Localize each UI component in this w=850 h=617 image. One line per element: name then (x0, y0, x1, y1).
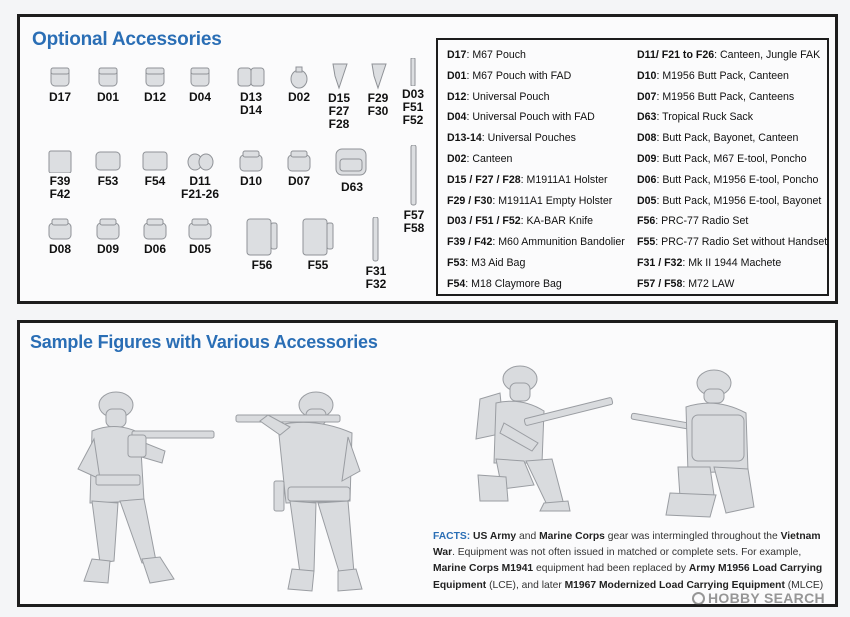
legend-code: D03 / F51 / F52 (447, 215, 521, 228)
legend-description: : Universal Pouch (466, 90, 550, 103)
accessory-item (275, 149, 323, 188)
pouch-icon (94, 65, 122, 89)
butt-pack-icon (141, 217, 169, 241)
legend-description: : Canteen, Jungle FAK (714, 49, 821, 61)
double-pouch-icon (237, 65, 265, 89)
accessory-code: D08 (48, 242, 71, 256)
legend-code: F39 / F42 (447, 236, 493, 249)
butt-pack-icon (46, 217, 74, 241)
facts-m1941: Marine Corps M1941 (433, 563, 534, 575)
legend-row (447, 232, 625, 253)
legend-code: D04 (447, 111, 467, 124)
legend-description: : M67 Pouch with FAD (466, 69, 572, 82)
legend-description: : M3 Aid Bag (465, 256, 526, 269)
figure-standing-aiming-front (70, 391, 220, 597)
legend-code: D10 (637, 69, 657, 82)
facts-m1967-mlce: M1967 Modernized Load Carrying Equipment (564, 579, 785, 591)
accessory-code: F55 (307, 258, 329, 272)
legend-row (447, 149, 625, 170)
facts-text: equipment had been replaced by (533, 563, 689, 575)
accessory-code: D05 (188, 242, 211, 256)
legend-code: D05 (637, 194, 657, 207)
figure-kneeling-back (630, 367, 780, 523)
legend-code: D07 (637, 90, 657, 103)
facts-vietnam-war: Vietnam War (433, 531, 821, 559)
accessory-item (227, 149, 275, 188)
legend-code: F53 (447, 256, 466, 269)
accessory-item (176, 65, 224, 104)
claymore-bag-icon (141, 149, 169, 173)
legend-code: F55 (637, 236, 656, 249)
accessory-code: F57 F58 (403, 208, 425, 235)
legend-row (637, 191, 827, 212)
legend-description: : M1911A1 Holster (520, 173, 608, 186)
butt-pack-icon (237, 149, 265, 173)
pouch-icon (186, 65, 214, 89)
legend-code: F31 / F32 (637, 256, 683, 269)
pouch-icon (46, 65, 74, 89)
sample-figures-panel (17, 320, 838, 607)
legend-code: F56 (637, 215, 656, 228)
legend-description: : M67 Pouch (466, 49, 526, 61)
legend-description: : Butt Pack, M1956 E-tool, Bayonet (656, 194, 822, 207)
legend-row (447, 87, 625, 108)
legend-code: D63 (637, 111, 657, 124)
accessory-code: D01 (96, 90, 119, 104)
legend-description: : Tropical Ruck Sack (656, 111, 753, 124)
legend-code: F54 (447, 277, 466, 290)
accessory-legend (436, 38, 829, 296)
accessory-code: D11 F21-26 (180, 174, 220, 201)
knife-icon (399, 58, 427, 86)
accessory-code: D17 (48, 90, 71, 104)
bandolier-icon (46, 149, 74, 173)
legend-description: : M1956 Butt Pack, Canteen (656, 69, 789, 82)
accessory-code: D15 F27 F28 (327, 91, 350, 131)
legend-description: : Universal Pouches (481, 132, 576, 145)
facts-marine-corps: Marine Corps (539, 531, 605, 542)
facts-text: gear was intermingled throughout the (604, 531, 781, 542)
accessory-item (227, 65, 275, 117)
canteen-set-icon (186, 149, 214, 173)
legend-code: D15 / F27 / F28 (447, 173, 521, 186)
legend-description: : M72 LAW (682, 277, 735, 290)
legend-code: D01 (447, 69, 467, 82)
legend-row (637, 211, 827, 232)
figure-standing-aiming-back (230, 391, 380, 597)
accessory-code: D07 (287, 174, 310, 188)
legend-description: : M60 Ammunition Bandolier (492, 236, 625, 249)
legend-column-right (637, 45, 827, 295)
legend-code: D13-14 (447, 132, 482, 145)
facts-text: and (516, 531, 540, 542)
accessory-item (131, 217, 179, 256)
accessory-code: D03 F51 F52 (401, 87, 424, 127)
accessory-code: D09 (96, 242, 119, 256)
accessory-item (131, 65, 179, 104)
legend-description: : KA-BAR Knife (520, 215, 594, 228)
accessory-code: F53 (97, 174, 119, 188)
facts-m1956-lce: Army M1956 Load Carrying Equipment (433, 563, 823, 591)
accessory-item (36, 217, 84, 256)
accessory-item (84, 217, 132, 256)
legend-code: D08 (637, 132, 657, 145)
accessory-item (84, 65, 132, 104)
legend-description: : Butt Pack, M67 E-tool, Poncho (656, 152, 807, 165)
legend-code: F57 / F58 (637, 277, 683, 290)
watermark-text: HOBBY SEARCH (708, 590, 825, 606)
radio-icon (300, 217, 336, 257)
machete-icon (361, 217, 391, 263)
legend-row (637, 128, 827, 149)
legend-description: : M1956 Butt Pack, Canteens (656, 90, 795, 103)
legend-code: F29 / F30 (447, 194, 493, 207)
legend-description: : Mk II 1944 Machete (682, 256, 782, 269)
legend-description: : Butt Pack, M1956 E-tool, Poncho (656, 173, 819, 186)
legend-row (637, 253, 827, 274)
legend-code: D09 (637, 152, 657, 165)
accessory-code: F54 (144, 174, 166, 188)
accessory-item (131, 149, 179, 188)
facts-paragraph (433, 529, 833, 594)
figure-kneeling-front (460, 363, 620, 513)
legend-row (637, 170, 827, 191)
accessory-code: F39 F42 (49, 174, 71, 201)
sample-figures-heading: Sample Figures with Various Accessories (30, 332, 378, 352)
facts-text: . Equipment was not often issued in matched or complete sets. For example, (452, 547, 802, 559)
facts-text: (MLCE) (784, 579, 824, 591)
legend-code: D12 (447, 90, 467, 103)
facts-label: FACTS: (433, 531, 471, 542)
holster-icon (364, 62, 392, 90)
accessory-item (84, 149, 132, 188)
accessory-item (328, 145, 376, 194)
legend-description: : Universal Pouch with FAD (466, 111, 595, 124)
legend-row (637, 232, 827, 253)
hobby-search-watermark (692, 590, 825, 606)
accessory-code: D13 D14 (239, 90, 262, 117)
legend-row (447, 170, 625, 191)
legend-row (637, 66, 827, 87)
legend-row (447, 191, 625, 212)
legend-row (637, 274, 827, 295)
accessory-item (36, 149, 84, 201)
legend-description: : PRC-77 Radio Set without Handset (655, 236, 828, 249)
accessory-code: D06 (143, 242, 166, 256)
legend-description: : Butt Pack, Bayonet, Canteen (656, 132, 799, 145)
holster-icon (325, 62, 353, 90)
accessory-item (389, 58, 437, 127)
radio-icon (244, 217, 280, 257)
logo-icon (692, 592, 705, 605)
accessory-code: F56 (251, 258, 273, 272)
legend-description: : M18 Claymore Bag (465, 277, 562, 290)
accessory-code: D12 (143, 90, 166, 104)
ruck-sack-icon (334, 145, 370, 179)
legend-row (447, 66, 625, 87)
accessory-code: D63 (340, 180, 363, 194)
legend-row (447, 253, 625, 274)
optional-accessories-heading: Optional Accessories (32, 29, 222, 50)
accessory-item (238, 217, 286, 272)
accessory-code: F29 F30 (367, 91, 389, 118)
accessory-code: D10 (239, 174, 262, 188)
accessory-item (294, 217, 342, 272)
legend-code: D02 (447, 152, 467, 165)
accessory-code: D02 (287, 90, 310, 104)
canteen-icon (285, 65, 313, 89)
legend-row (637, 149, 827, 170)
accessory-item (176, 149, 224, 201)
butt-pack-icon (94, 217, 122, 241)
legend-description: : PRC-77 Radio Set (655, 215, 749, 228)
optional-accessories-panel (17, 14, 838, 304)
legend-column-left (447, 45, 625, 295)
facts-us-army: US Army (470, 531, 517, 542)
accessory-item (352, 217, 400, 291)
facts-text: (LCE), and later (486, 579, 565, 591)
aid-bag-icon (94, 149, 122, 173)
legend-code: D17 (447, 49, 467, 61)
legend-row (447, 211, 625, 232)
legend-description: : Canteen (466, 152, 513, 165)
legend-row (447, 274, 625, 295)
law-tube-icon (399, 145, 429, 207)
accessory-code: F31 F32 (365, 264, 387, 291)
legend-row (447, 45, 625, 66)
legend-code: D11/ F21 to F26 (637, 49, 715, 61)
pouch-icon (141, 65, 169, 89)
accessory-code: D04 (188, 90, 211, 104)
legend-row (637, 87, 827, 108)
butt-pack-icon (186, 217, 214, 241)
legend-row (637, 45, 827, 66)
legend-code: D06 (637, 173, 657, 186)
legend-row (447, 107, 625, 128)
butt-pack-icon (285, 149, 313, 173)
legend-description: : M1911A1 Empty Holster (492, 194, 613, 207)
legend-row (447, 128, 625, 149)
accessory-item (36, 65, 84, 104)
accessory-item (176, 217, 224, 256)
legend-row (637, 107, 827, 128)
